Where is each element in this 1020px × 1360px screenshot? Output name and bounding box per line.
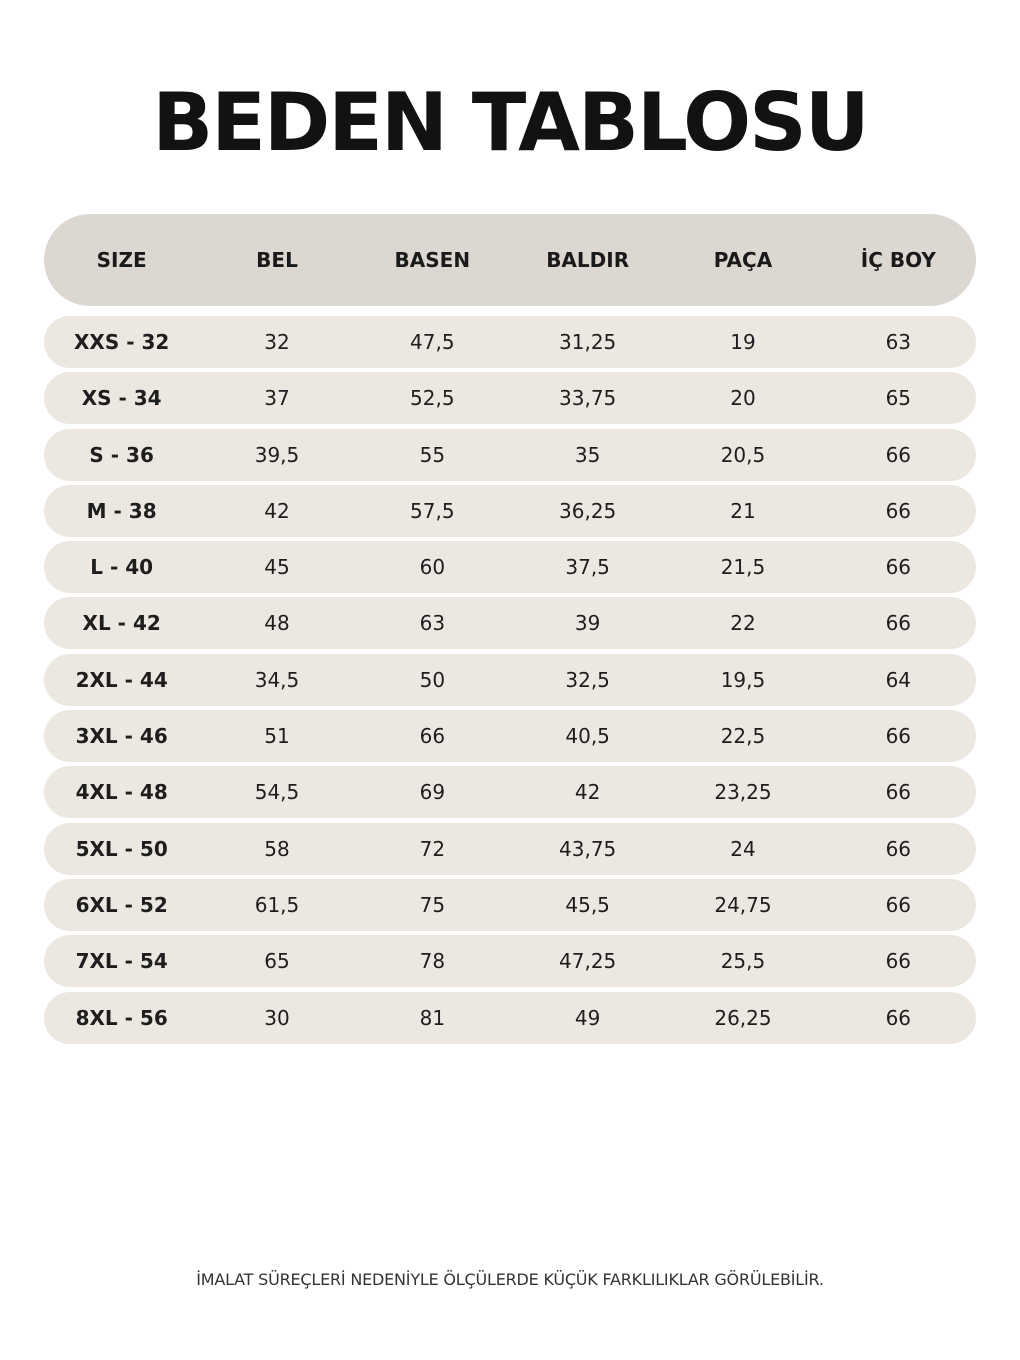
- cell-basen: 69: [419, 780, 446, 805]
- cell-paca: 21: [730, 498, 756, 523]
- cell-paca: 25,5: [720, 949, 766, 974]
- table-row: [44, 429, 976, 481]
- cell-bel: 54,5: [254, 780, 300, 805]
- cell-ic-boy: 66: [885, 1005, 912, 1030]
- table-row: [44, 879, 976, 931]
- cell-basen: 50: [419, 667, 446, 692]
- cell-baldir: 45,5: [565, 892, 610, 917]
- cell-paca: 20,5: [720, 442, 766, 467]
- table-row: [44, 485, 976, 537]
- table-row: [44, 372, 976, 424]
- size-table: [44, 214, 976, 1048]
- cell-ic-boy: 66: [885, 442, 912, 467]
- cell-baldir: 40,5: [565, 724, 610, 749]
- cell-size: XXS - 32: [74, 330, 170, 354]
- table-row: [44, 935, 976, 987]
- cell-basen: 72: [419, 836, 446, 861]
- cell-size: 6XL - 52: [75, 892, 168, 917]
- cell-size: L - 40: [90, 555, 154, 580]
- cell-ic-boy: 64: [885, 667, 912, 692]
- table-row: [44, 992, 976, 1044]
- cell-paca: 24: [730, 836, 756, 861]
- cell-size: 8XL - 56: [75, 1005, 168, 1030]
- cell-size: 7XL - 54: [75, 949, 168, 974]
- cell-bel: 37: [264, 386, 290, 411]
- cell-ic-boy: 63: [885, 330, 912, 354]
- cell-size: 5XL - 50: [75, 836, 168, 861]
- cell-bel: 45: [264, 555, 290, 580]
- page-title: BEDEN TABLOSU: [152, 76, 868, 169]
- header-bel: BEL: [256, 248, 298, 272]
- cell-baldir: 47,25: [559, 949, 617, 974]
- cell-size: 2XL - 44: [75, 667, 168, 692]
- cell-ic-boy: 66: [885, 949, 912, 974]
- table-header: [44, 214, 976, 306]
- cell-paca: 21,5: [720, 555, 766, 580]
- disclaimer-note: İMALAT SÜREÇLERİ NEDENİYLE ÖLÇÜLERDE KÜÇÜK FARKLILIKLAR GÖRÜLEBİLİR.: [196, 1270, 824, 1289]
- cell-paca: 19: [730, 330, 756, 354]
- cell-paca: 20: [730, 386, 756, 411]
- cell-basen: 78: [419, 949, 446, 974]
- cell-basen: 47,5: [410, 330, 455, 354]
- table-body: [44, 316, 976, 1044]
- header-paca: PAÇA: [713, 248, 773, 272]
- cell-baldir: 43,75: [559, 836, 617, 861]
- cell-basen: 52,5: [410, 386, 455, 411]
- cell-baldir: 35: [574, 442, 601, 467]
- cell-bel: 30: [264, 1005, 290, 1030]
- cell-baldir: 33,75: [559, 386, 617, 411]
- cell-baldir: 49: [574, 1005, 601, 1030]
- cell-basen: 57,5: [410, 498, 455, 523]
- cell-paca: 19,5: [720, 667, 766, 692]
- table-row: [44, 316, 976, 368]
- cell-ic-boy: 66: [885, 892, 912, 917]
- cell-baldir: 31,25: [559, 330, 617, 354]
- cell-ic-boy: 66: [885, 724, 912, 749]
- cell-bel: 39,5: [254, 442, 300, 467]
- cell-bel: 32: [264, 330, 290, 354]
- cell-paca: 22,5: [720, 724, 766, 749]
- cell-ic-boy: 65: [885, 386, 912, 411]
- cell-basen: 66: [419, 724, 446, 749]
- cell-size: M - 38: [86, 498, 157, 523]
- cell-baldir: 37,5: [565, 555, 610, 580]
- table-row: [44, 823, 976, 875]
- cell-size: 4XL - 48: [75, 780, 168, 805]
- cell-ic-boy: 66: [885, 555, 912, 580]
- cell-ic-boy: 66: [885, 780, 912, 805]
- cell-size: 3XL - 46: [75, 724, 168, 749]
- cell-ic-boy: 66: [885, 498, 912, 523]
- table-row: [44, 541, 976, 593]
- cell-basen: 55: [419, 442, 446, 467]
- cell-ic-boy: 66: [885, 611, 912, 636]
- header-ic-boy: İÇ BOY: [860, 248, 936, 272]
- cell-bel: 51: [264, 724, 290, 749]
- cell-bel: 34,5: [254, 667, 300, 692]
- cell-basen: 75: [419, 892, 446, 917]
- header-basen: BASEN: [394, 248, 471, 272]
- cell-baldir: 42: [574, 780, 601, 805]
- table-row: [44, 710, 976, 762]
- cell-baldir: 39: [574, 611, 601, 636]
- cell-size: XL - 42: [82, 611, 161, 636]
- cell-bel: 58: [264, 836, 290, 861]
- cell-bel: 65: [264, 949, 290, 974]
- cell-basen: 81: [419, 1005, 446, 1030]
- cell-bel: 61,5: [254, 892, 300, 917]
- table-row: [44, 766, 976, 818]
- cell-baldir: 36,25: [559, 498, 617, 523]
- header-baldir: BALDIR: [546, 248, 630, 272]
- cell-baldir: 32,5: [565, 667, 610, 692]
- cell-paca: 24,75: [714, 892, 772, 917]
- cell-size: XS - 34: [81, 386, 162, 411]
- cell-basen: 63: [419, 611, 446, 636]
- cell-paca: 26,25: [714, 1005, 772, 1030]
- header-size: SIZE: [96, 248, 147, 272]
- cell-bel: 42: [264, 498, 290, 523]
- cell-basen: 60: [419, 555, 446, 580]
- cell-paca: 22: [730, 611, 756, 636]
- table-row: [44, 597, 976, 649]
- cell-ic-boy: 66: [885, 836, 912, 861]
- cell-paca: 23,25: [714, 780, 772, 805]
- table-row: [44, 654, 976, 706]
- cell-size: S - 36: [89, 442, 154, 467]
- cell-bel: 48: [264, 611, 290, 636]
